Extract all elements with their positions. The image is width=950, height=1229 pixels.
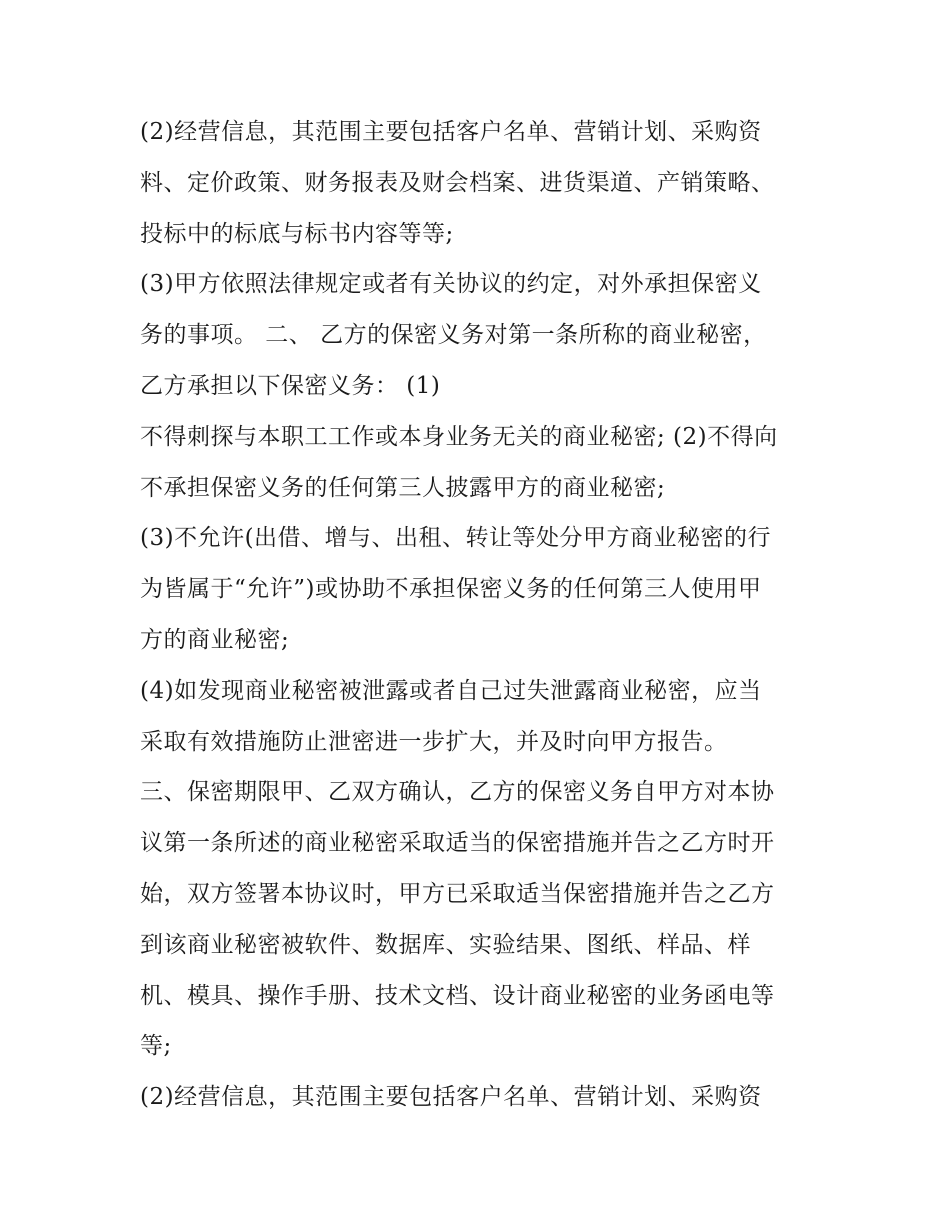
document-body — [140, 107, 830, 1123]
text-line: (2)经营信息，其范围主要包括客户名单、营销计划、采购资 — [140, 1084, 762, 1111]
text-line: 到该商业秘密被软件、数据库、实验结果、图纸、样品、样 — [140, 931, 751, 958]
text-line: 采取有效措施防止泄密进一步扩大，并及时向甲方报告。 — [140, 728, 728, 755]
text-line: 务的事项。 二、 乙方的保密义务对第一条所称的商业秘密， — [140, 322, 767, 349]
text-line: 为皆属于“允许”)或协助不承担保密义务的任何第三人使用甲 — [140, 576, 762, 603]
text-line: (3)甲方依照法律规定或者有关协议的约定，对外承担保密义 — [140, 271, 762, 298]
text-line: 投标中的标底与标书内容等等; — [140, 220, 454, 247]
text-line: 方的商业秘密; — [140, 626, 290, 653]
text-line: 乙方承担以下保密义务： (1) — [140, 372, 441, 399]
text-line: 料、定价政策、财务报表及财会档案、进货渠道、产销策略、 — [140, 169, 775, 196]
text-line: 三、保密期限甲、乙双方确认，乙方的保密义务自甲方对本协 — [140, 779, 775, 806]
text-line: 不承担保密义务的任何第三人披露甲方的商业秘密; — [140, 474, 666, 501]
text-line: 不得刺探与本职工工作或本身业务无关的商业秘密; (2)不得向 — [140, 423, 778, 450]
text-line: (2)经营信息，其范围主要包括客户名单、营销计划、采购资 — [140, 119, 762, 145]
text-line: (4)如发现商业秘密被泄露或者自己过失泄露商业秘密，应当 — [140, 677, 762, 704]
text-line: 议第一条所述的商业秘密采取适当的保密措施并告之乙方时开 — [140, 830, 775, 857]
text-line: (3)不允许(出借、增与、出租、转让等处分甲方商业秘密的行 — [140, 525, 772, 552]
text-line: 等; — [140, 1033, 172, 1060]
text-line: 始，双方签署本协议时，甲方已采取适当保密措施并告之乙方 — [140, 880, 775, 907]
text-line: 机、模具、操作手册、技术文档、设计商业秘密的业务函电等 — [140, 982, 775, 1009]
